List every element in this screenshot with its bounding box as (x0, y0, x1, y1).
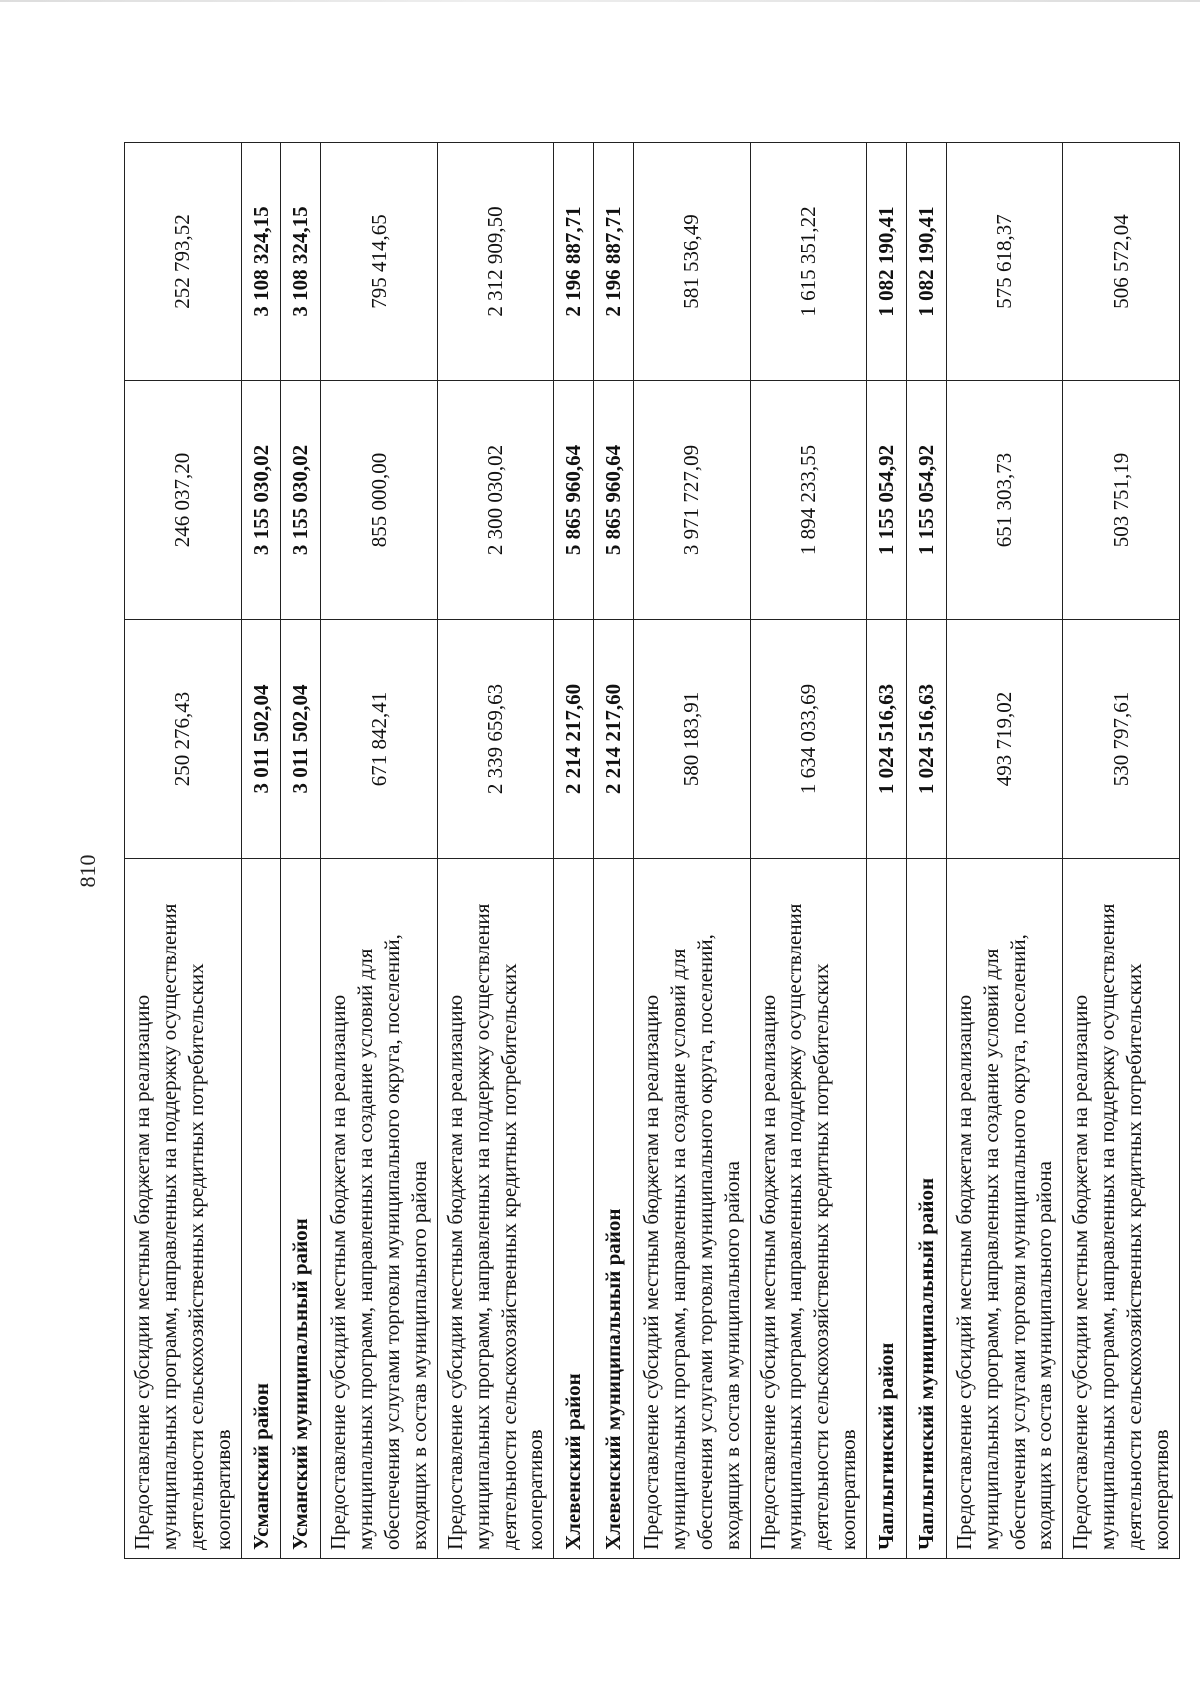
row-value-3-cell: 581 536,49 (634, 143, 751, 381)
row-value-3-cell: 252 793,52 (125, 143, 242, 381)
table-row (946, 143, 1063, 1559)
row-value-3-cell: 795 414,65 (321, 143, 438, 381)
row-value-1-cell: 1 024 516,63 (906, 620, 946, 859)
row-value-1-cell: 671 842,41 (321, 620, 438, 859)
row-value-2-cell: 1 155 054,92 (906, 381, 946, 620)
scan-edge-line (0, 0, 1200, 2)
row-value-1-cell: 580 183,91 (634, 620, 751, 859)
row-value-1-cell: 2 339 659,63 (437, 620, 554, 859)
row-value-2-cell: 5 865 960,64 (594, 381, 634, 620)
row-name-cell: Хлевенский район (554, 859, 594, 1559)
table-row-subtotal (594, 143, 634, 1559)
row-value-2-cell: 651 303,73 (946, 381, 1063, 620)
table-row-subtotal (867, 143, 907, 1559)
row-name-cell: Предоставление субсидии местным бюджетам на реализацию муниципальных программ, направленных на поддержку осуществления деятельности сельскохозяйственных кредитных потребительских кооперативов (750, 859, 867, 1559)
row-value-2-cell: 503 751,19 (1063, 381, 1180, 620)
table-row (634, 143, 751, 1559)
table-row-subtotal (281, 143, 321, 1559)
row-name-cell: Хлевенский муниципальный район (594, 859, 634, 1559)
row-value-1-cell: 2 214 217,60 (594, 620, 634, 859)
row-name-cell: Предоставление субсидий местным бюджетам на реализацию муниципальных программ, направленных на создание условий для обеспечения услугами торговли муниципального округа, поселений, входящих в состав муниципального района (946, 859, 1063, 1559)
row-name-cell: Предоставление субсидий местным бюджетам на реализацию муниципальных программ, направленных на создание условий для обеспечения услугами торговли муниципального округа, поселений, входящих в состав муниципального района (321, 859, 438, 1559)
row-value-1-cell: 493 719,02 (946, 620, 1063, 859)
row-value-3-cell: 2 196 887,71 (594, 143, 634, 381)
row-value-3-cell: 3 108 324,15 (241, 143, 281, 381)
row-name-cell: Предоставление субсидий местным бюджетам на реализацию муниципальных программ, направленных на создание условий для обеспечения услугами торговли муниципального округа, поселений, входящих в состав муниципального района (634, 859, 751, 1559)
row-value-2-cell: 5 865 960,64 (554, 381, 594, 620)
row-value-1-cell: 1 024 516,63 (867, 620, 907, 859)
row-value-3-cell: 506 572,04 (1063, 143, 1180, 381)
row-value-3-cell: 1 082 190,41 (906, 143, 946, 381)
row-value-2-cell: 1 894 233,55 (750, 381, 867, 620)
table-row-subtotal (554, 143, 594, 1559)
table-row-subtotal (241, 143, 281, 1559)
row-value-3-cell: 575 618,37 (946, 143, 1063, 381)
table-row (1063, 143, 1180, 1559)
row-name-cell: Предоставление субсидии местным бюджетам на реализацию муниципальных программ, направленных на поддержку осуществления деятельности сельскохозяйственных кредитных потребительских кооперативов (1063, 859, 1180, 1559)
table-row-subtotal (906, 143, 946, 1559)
table-row (437, 143, 554, 1559)
rotated-table-frame (124, 143, 1173, 1559)
table-row (321, 143, 438, 1559)
row-value-3-cell: 1 615 351,22 (750, 143, 867, 381)
row-value-3-cell: 2 196 887,71 (554, 143, 594, 381)
row-value-1-cell: 3 011 502,04 (281, 620, 321, 859)
row-name-cell: Предоставление субсидии местным бюджетам на реализацию муниципальных программ, направленных на поддержку осуществления деятельности сельскохозяйственных кредитных потребительских кооперативов (125, 859, 242, 1559)
table-row (125, 143, 242, 1559)
row-value-1-cell: 3 011 502,04 (241, 620, 281, 859)
row-name-cell: Усманский район (241, 859, 281, 1559)
row-value-2-cell: 855 000,00 (321, 381, 438, 620)
row-value-2-cell: 246 037,20 (125, 381, 242, 620)
row-value-3-cell: 1 082 190,41 (867, 143, 907, 381)
table-body (125, 143, 1180, 1559)
row-value-2-cell: 3 155 030,02 (241, 381, 281, 620)
row-name-cell: Предоставление субсидии местным бюджетам на реализацию муниципальных программ, направленных на поддержку осуществления деятельности сельскохозяйственных кредитных потребительских кооперативов (437, 859, 554, 1559)
row-value-1-cell: 1 634 033,69 (750, 620, 867, 859)
row-value-3-cell: 2 312 909,50 (437, 143, 554, 381)
row-value-2-cell: 1 155 054,92 (867, 381, 907, 620)
budget-table (124, 142, 1180, 1559)
row-name-cell: Усманский муниципальный район (281, 859, 321, 1559)
table-container (124, 143, 1173, 1559)
row-value-1-cell: 250 276,43 (125, 620, 242, 859)
row-value-1-cell: 530 797,61 (1063, 620, 1180, 859)
row-value-2-cell: 3 155 030,02 (281, 381, 321, 620)
row-name-cell: Чаплыгинский район (867, 859, 907, 1559)
table-row (750, 143, 867, 1559)
row-value-3-cell: 3 108 324,15 (281, 143, 321, 381)
row-value-1-cell: 2 214 217,60 (554, 620, 594, 859)
row-name-cell: Чаплыгинский муниципальный район (906, 859, 946, 1559)
page-number: 810 (75, 854, 100, 888)
row-value-2-cell: 2 300 030,02 (437, 381, 554, 620)
row-value-2-cell: 3 971 727,09 (634, 381, 751, 620)
